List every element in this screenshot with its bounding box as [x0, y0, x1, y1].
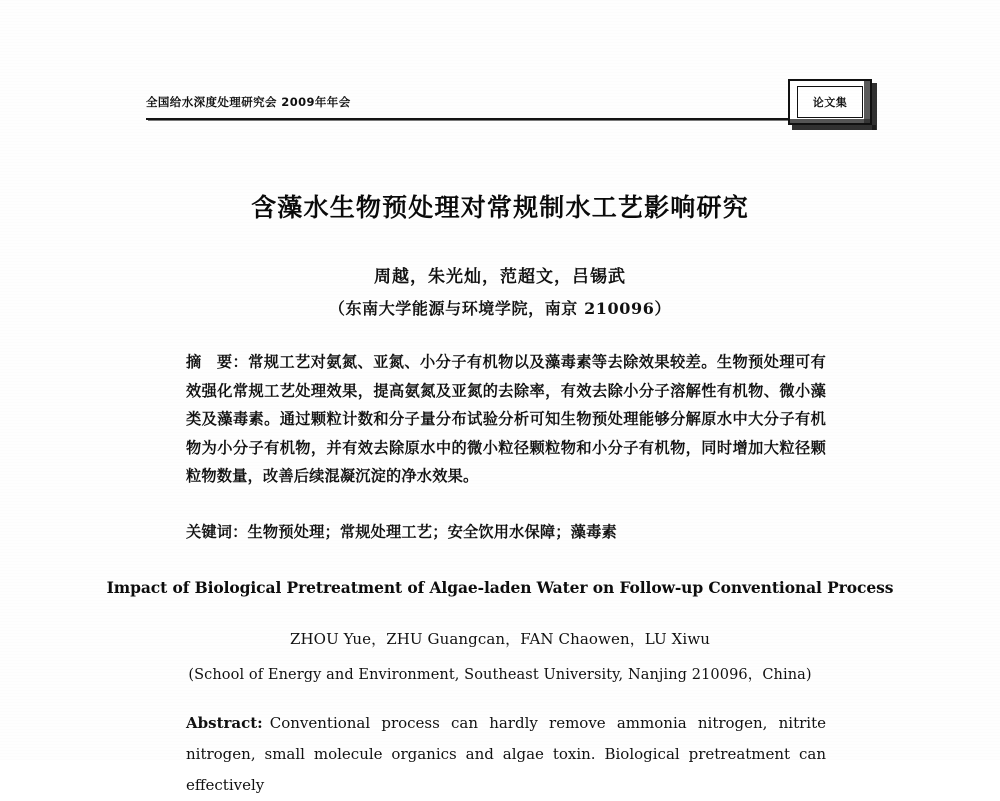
abstract-chinese-body: 常规工艺对氨氮、亚氮、小分子有机物以及藻毒素等去除效果较差。生物预处理可有效强化常规工艺处理效果，提高氨氮及亚氮的去除率，有效去除小分子溶解性有机物、微小藻类及藻毒素。通过颗粒计数和分子量分布试验分析可知生物预处理能够分解原水中大分子有机物为小分子有机物，并有效去除原水中的微小粒径颗粒物和小分子有机物，同时增加大粒径颗粒物数量，改善后续混凝沉淀的净水效果。: [186, 353, 826, 485]
abstract-chinese-label: [186, 353, 248, 371]
authors-english: ZHOU Yue，ZHU Guangcan，FAN Chaowen，LU Xiwu: [289, 630, 711, 648]
abstract-chinese-label-char2: 要：: [216, 353, 249, 371]
proceedings-badge-drop-shadow-bottom: [792, 125, 876, 130]
proceedings-badge: [788, 79, 872, 125]
page-title: 含藻水生物预处理对常规制水工艺影响研究: [251, 193, 749, 222]
title-english: Impact of Biological Pretreatment of Algae-laden Water on Follow-up Conventional Process: [106, 578, 894, 597]
affiliation-chinese: （东南大学能源与环境学院，南京 210096）: [328, 299, 672, 318]
proceedings-badge-drop-shadow-right: [872, 83, 877, 130]
keywords-chinese: 关键词：生物预处理；常规处理工艺；安全饮用水保障；藻毒素: [186, 523, 617, 541]
running-header-title: 全国给水深度处理研究会 2009年年会: [146, 95, 351, 109]
abstract-english-label: Abstract:: [186, 714, 263, 732]
authors-chinese: 周越，朱光灿，范超文，吕锡武: [374, 267, 626, 287]
proceedings-badge-label: 论文集: [812, 96, 848, 109]
affiliation-english: (School of Energy and Environment, Southeast University, Nanjing 210096，China): [188, 667, 812, 683]
abstract-english-body: Conventional process can hardly remove ammonia nitrogen, nitrite nitrogen, small molecule organics and algae toxin. Biological pretreatment can effectively: [186, 714, 826, 794]
abstract-english: [186, 708, 826, 801]
abstract-chinese: [186, 348, 826, 491]
abstract-chinese-label-char1: 摘: [186, 353, 202, 371]
header-rule-shadow: [148, 120, 838, 121]
